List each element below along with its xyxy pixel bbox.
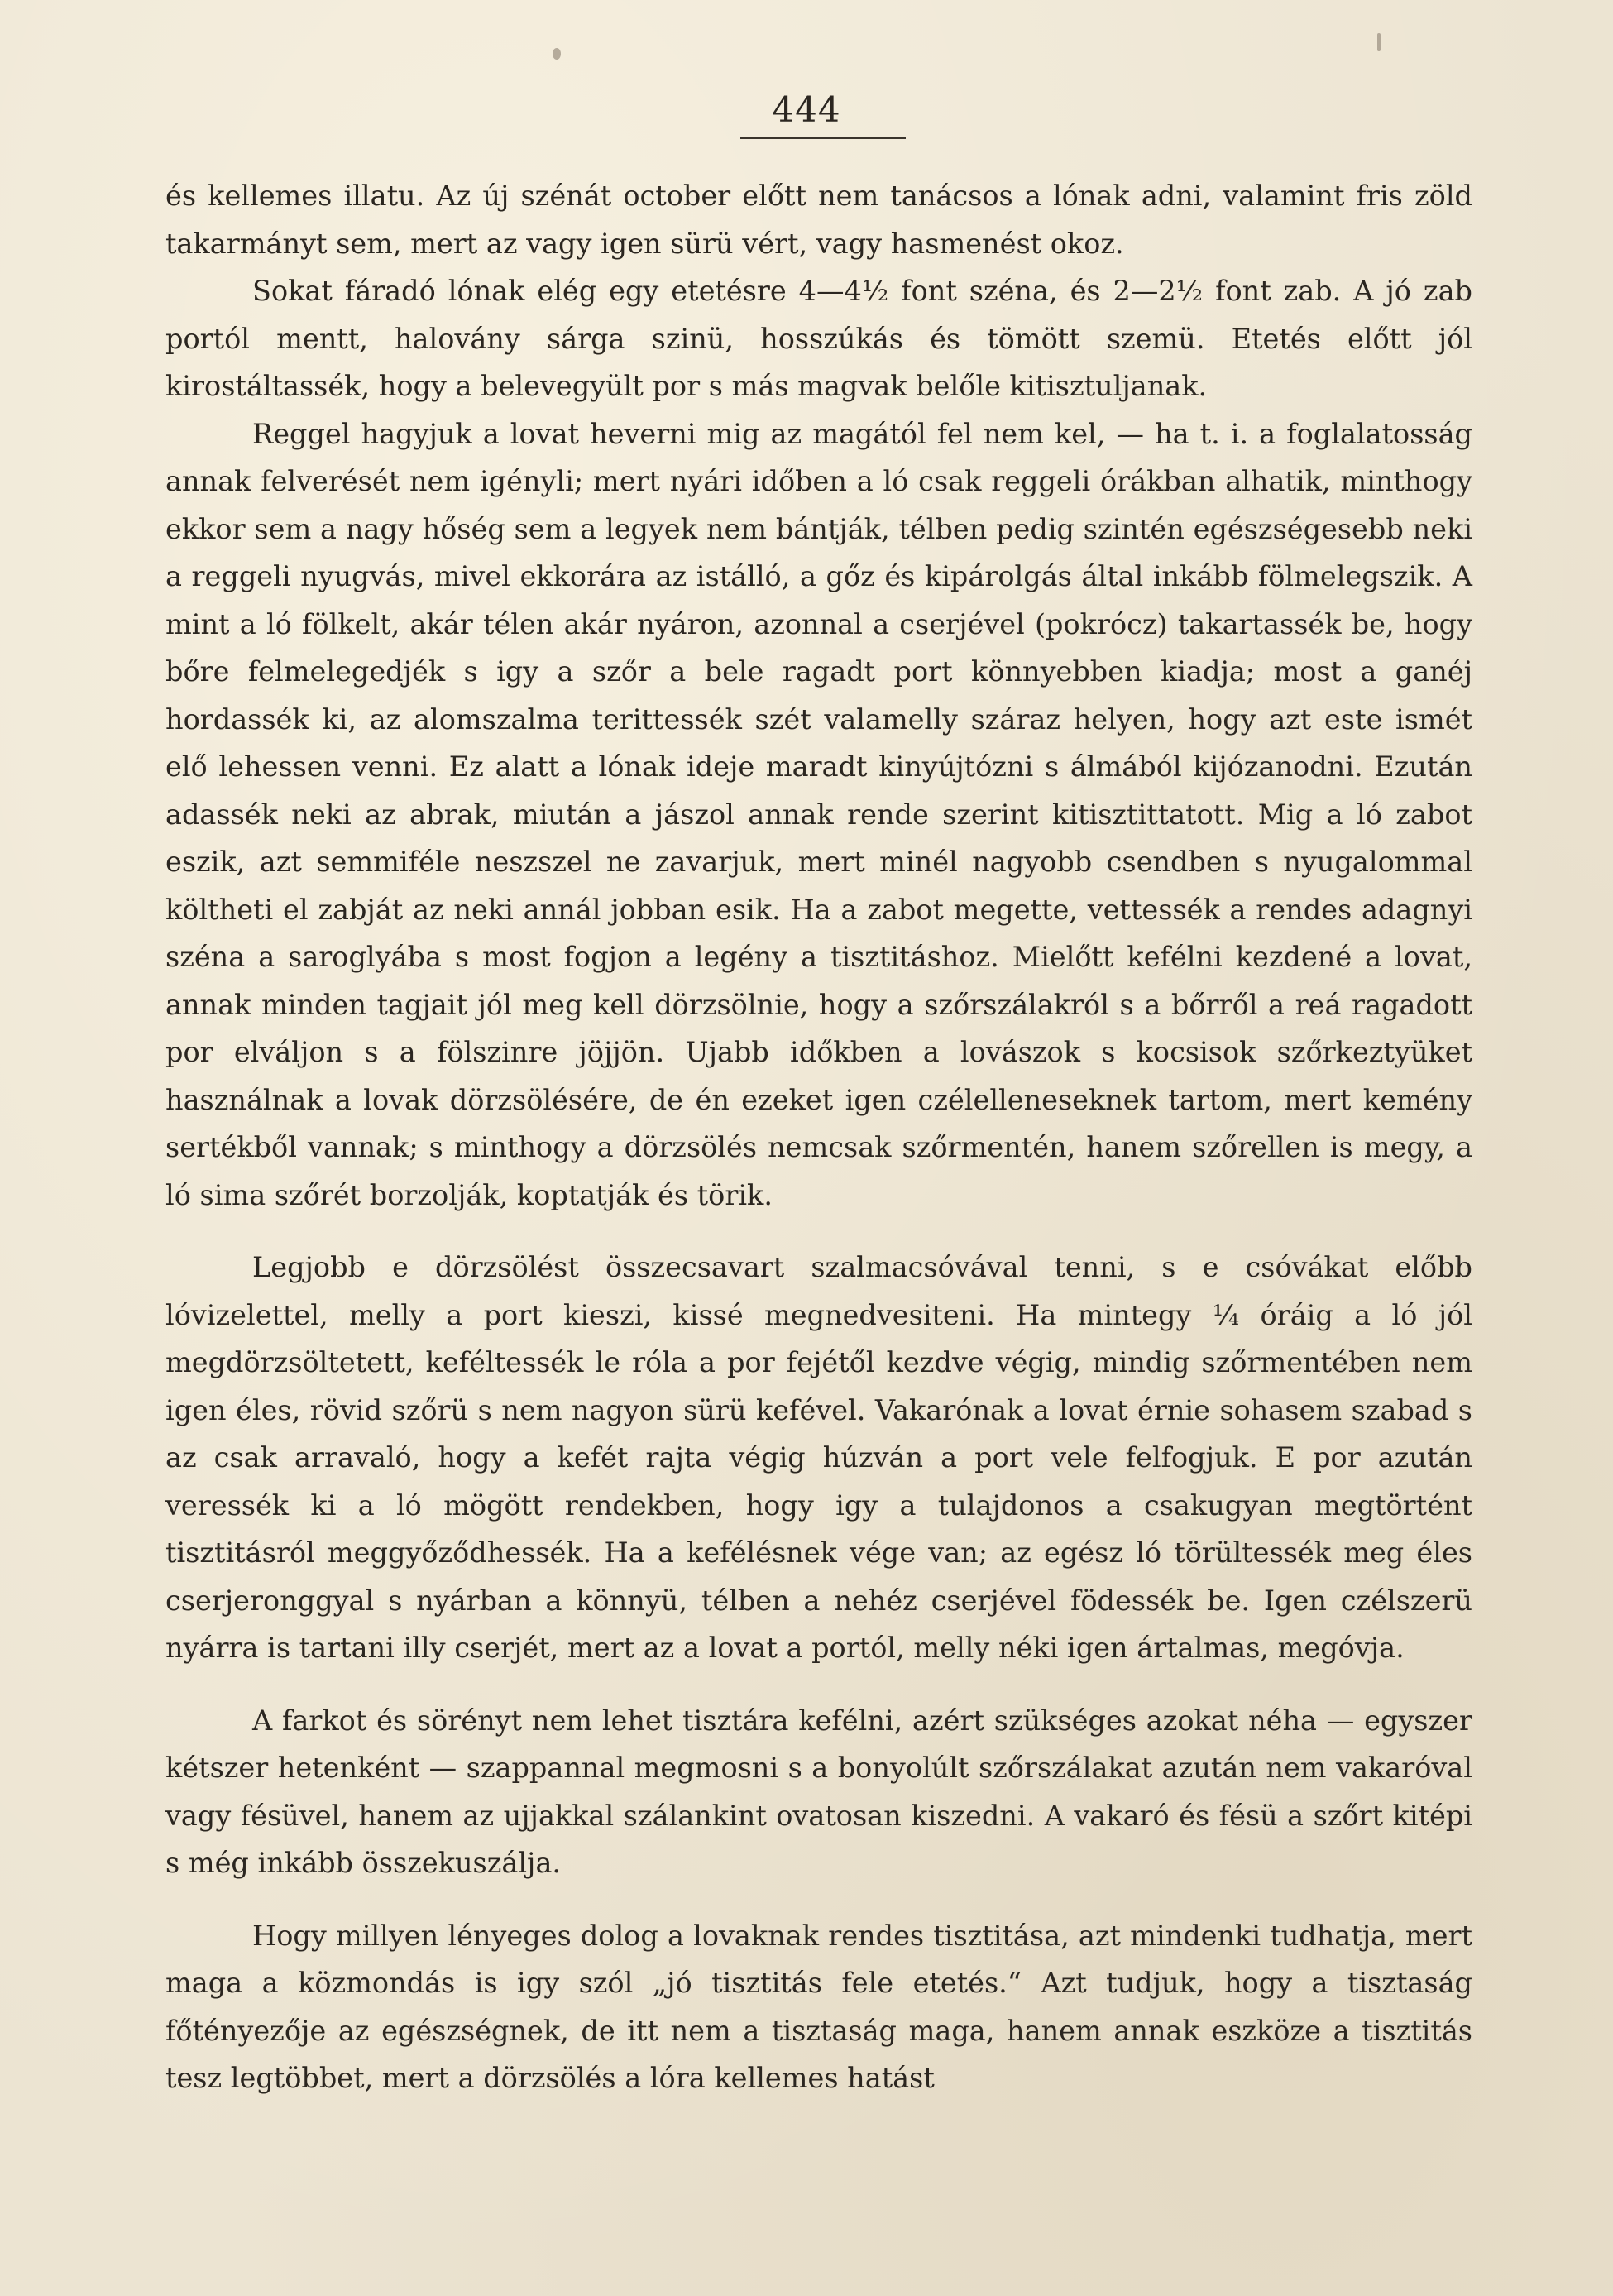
paper-speck xyxy=(553,48,561,60)
paragraph-6: Hogy millyen lényeges dolog a lovaknak rendes tisztitása, azt mindenki tudhatja, mert maga a közmondás is igy szól „jó tisztitás fele etetés.“ Azt tudjuk, hogy a tisztaság főtényezője az egészségnek, de itt nem a tisztaság maga, hanem annak eszköze a tisztitás tesz legtöbbet, mert a dörzsölés a lóra kellemes hatást xyxy=(165,1919,1472,2094)
paragraph-1: és kellemes illatu. Az új szénát october előtt nem tanácsos a lónak adni, valamint fris zöld takarmányt sem, mert az vagy igen sürü vért, vagy hasmenést okoz. xyxy=(165,180,1472,260)
paragraph-2: Sokat fáradó lónak elég egy etetésre 4—4½ font széna, és 2—2½ font zab. A jó zab portól mentt, halovány sárga szinü, hosszúkás és tömött szemü. Etetés előtt jól kirostáltassék, hogy a belevegyült por s más magvak belőle kitisztuljanak. xyxy=(165,275,1472,402)
paragraph-3: Reggel hagyjuk a lovat heverni mig az magától fel nem kel, — ha t. i. a foglalatosság annak felverését nem igényli; mert nyári időben a ló csak reggeli órákban alhatik, minthogy ekkor sem a nagy hőség sem a legyek nem bántják, télben pedig szintén egészségesebb neki a reggeli nyugvás, mivel ekkorára az istálló, a gőz és kipárolgás által inkább fölmelegszik. A mint a ló fölkelt, akár télen akár nyáron, azonnal a cserjével (pokrócz) takartassék be, hogy bőre felmelegedjék s igy a szőr a bele ragadt port könnyebben kiadja; most a ganéj hordassék ki, az alomszalma terittessék szét valamelly száraz helyen, hogy azt este ismét elő lehessen venni. Ez alatt a lónak ideje maradt kinyújtózni s álmából kijózanodni. Ezután adassék neki az abrak, miután a jászol annak rende szerint kitisztittatott. Mig a ló zabot eszik, azt semmiféle neszszel ne zavarjuk, mert minél nagyobb csendben s nyugalommal költheti el zabját az neki annál jobban esik. Ha a zabot megette, vettessék a rendes adagnyi széna a saroglyába s most fogjon a legény a tisztitáshoz. Mielőtt kefélni kezdené a lovat, annak minden tagjait jól meg kell dörzsölnie, hogy a szőrszálakról s a bőrről a reá ragadott por elváljon s a fölszinre jöjjön. Ujabb időkben a lovászok s kocsisok szőrkeztyüket használnak a lovak dörzsölésére, de én ezeket igen czélelleneseknek tartom, mert kemény sertékből vannak; s minthogy a dörzsölés nemcsak szőrmentén, hanem szőrellen is megy, a ló sima szőrét borzolják, koptatják és törik. xyxy=(165,417,1472,1211)
page-number: 444 xyxy=(772,89,841,130)
paragraph-5: A farkot és sörényt nem lehet tisztára kefélni, azért szükséges azokat néha — egyszer kétszer hetenként — szappannal megmosni s a bonyolúlt szőrszálakat azután nem vakaróval vagy fésüvel, hanem az ujjakkal szálankint ovatosan kiszedni. A vakaró és fésü a szőrt kitépi s még inkább összekuszálja. xyxy=(165,1704,1472,1879)
paragraph-4: Legjobb e dörzsölést összecsavart szalmacsóvával tenni, s e csóvákat előbb lóvizelettel, melly a port kieszi, kissé megnedvesiteni. Ha mintegy ¼ óráig a ló jól megdörzsöltetett, keféltessék le róla a por fejétől kezdve végig, mindig szőrmentében nem igen éles, rövid szőrü s nem nagyon sürü kefével. Vakarónak a lovat érnie sohasem szabad s az csak arravaló, hogy a kefét rajta végig húzván a port vele felfogjuk. E por azután veressék ki a ló mögött rendekben, hogy igy a tulajdonos a csakugyan megtörtént tisztitásról meggyőződhessék. Ha a kefélésnek vége van; az egész ló törültessék meg éles cserjeronggyal s nyárban a könnyü, télben a nehéz cserjével födessék be. Igen czélszerü nyárra is tartani illy cserjét, mert az a lovat a portól, melly néki igen ártalmas, megóvja. xyxy=(165,1251,1472,1664)
paper-speck xyxy=(1377,33,1381,51)
body-text xyxy=(165,172,1472,2102)
page-number-rule xyxy=(740,137,906,139)
